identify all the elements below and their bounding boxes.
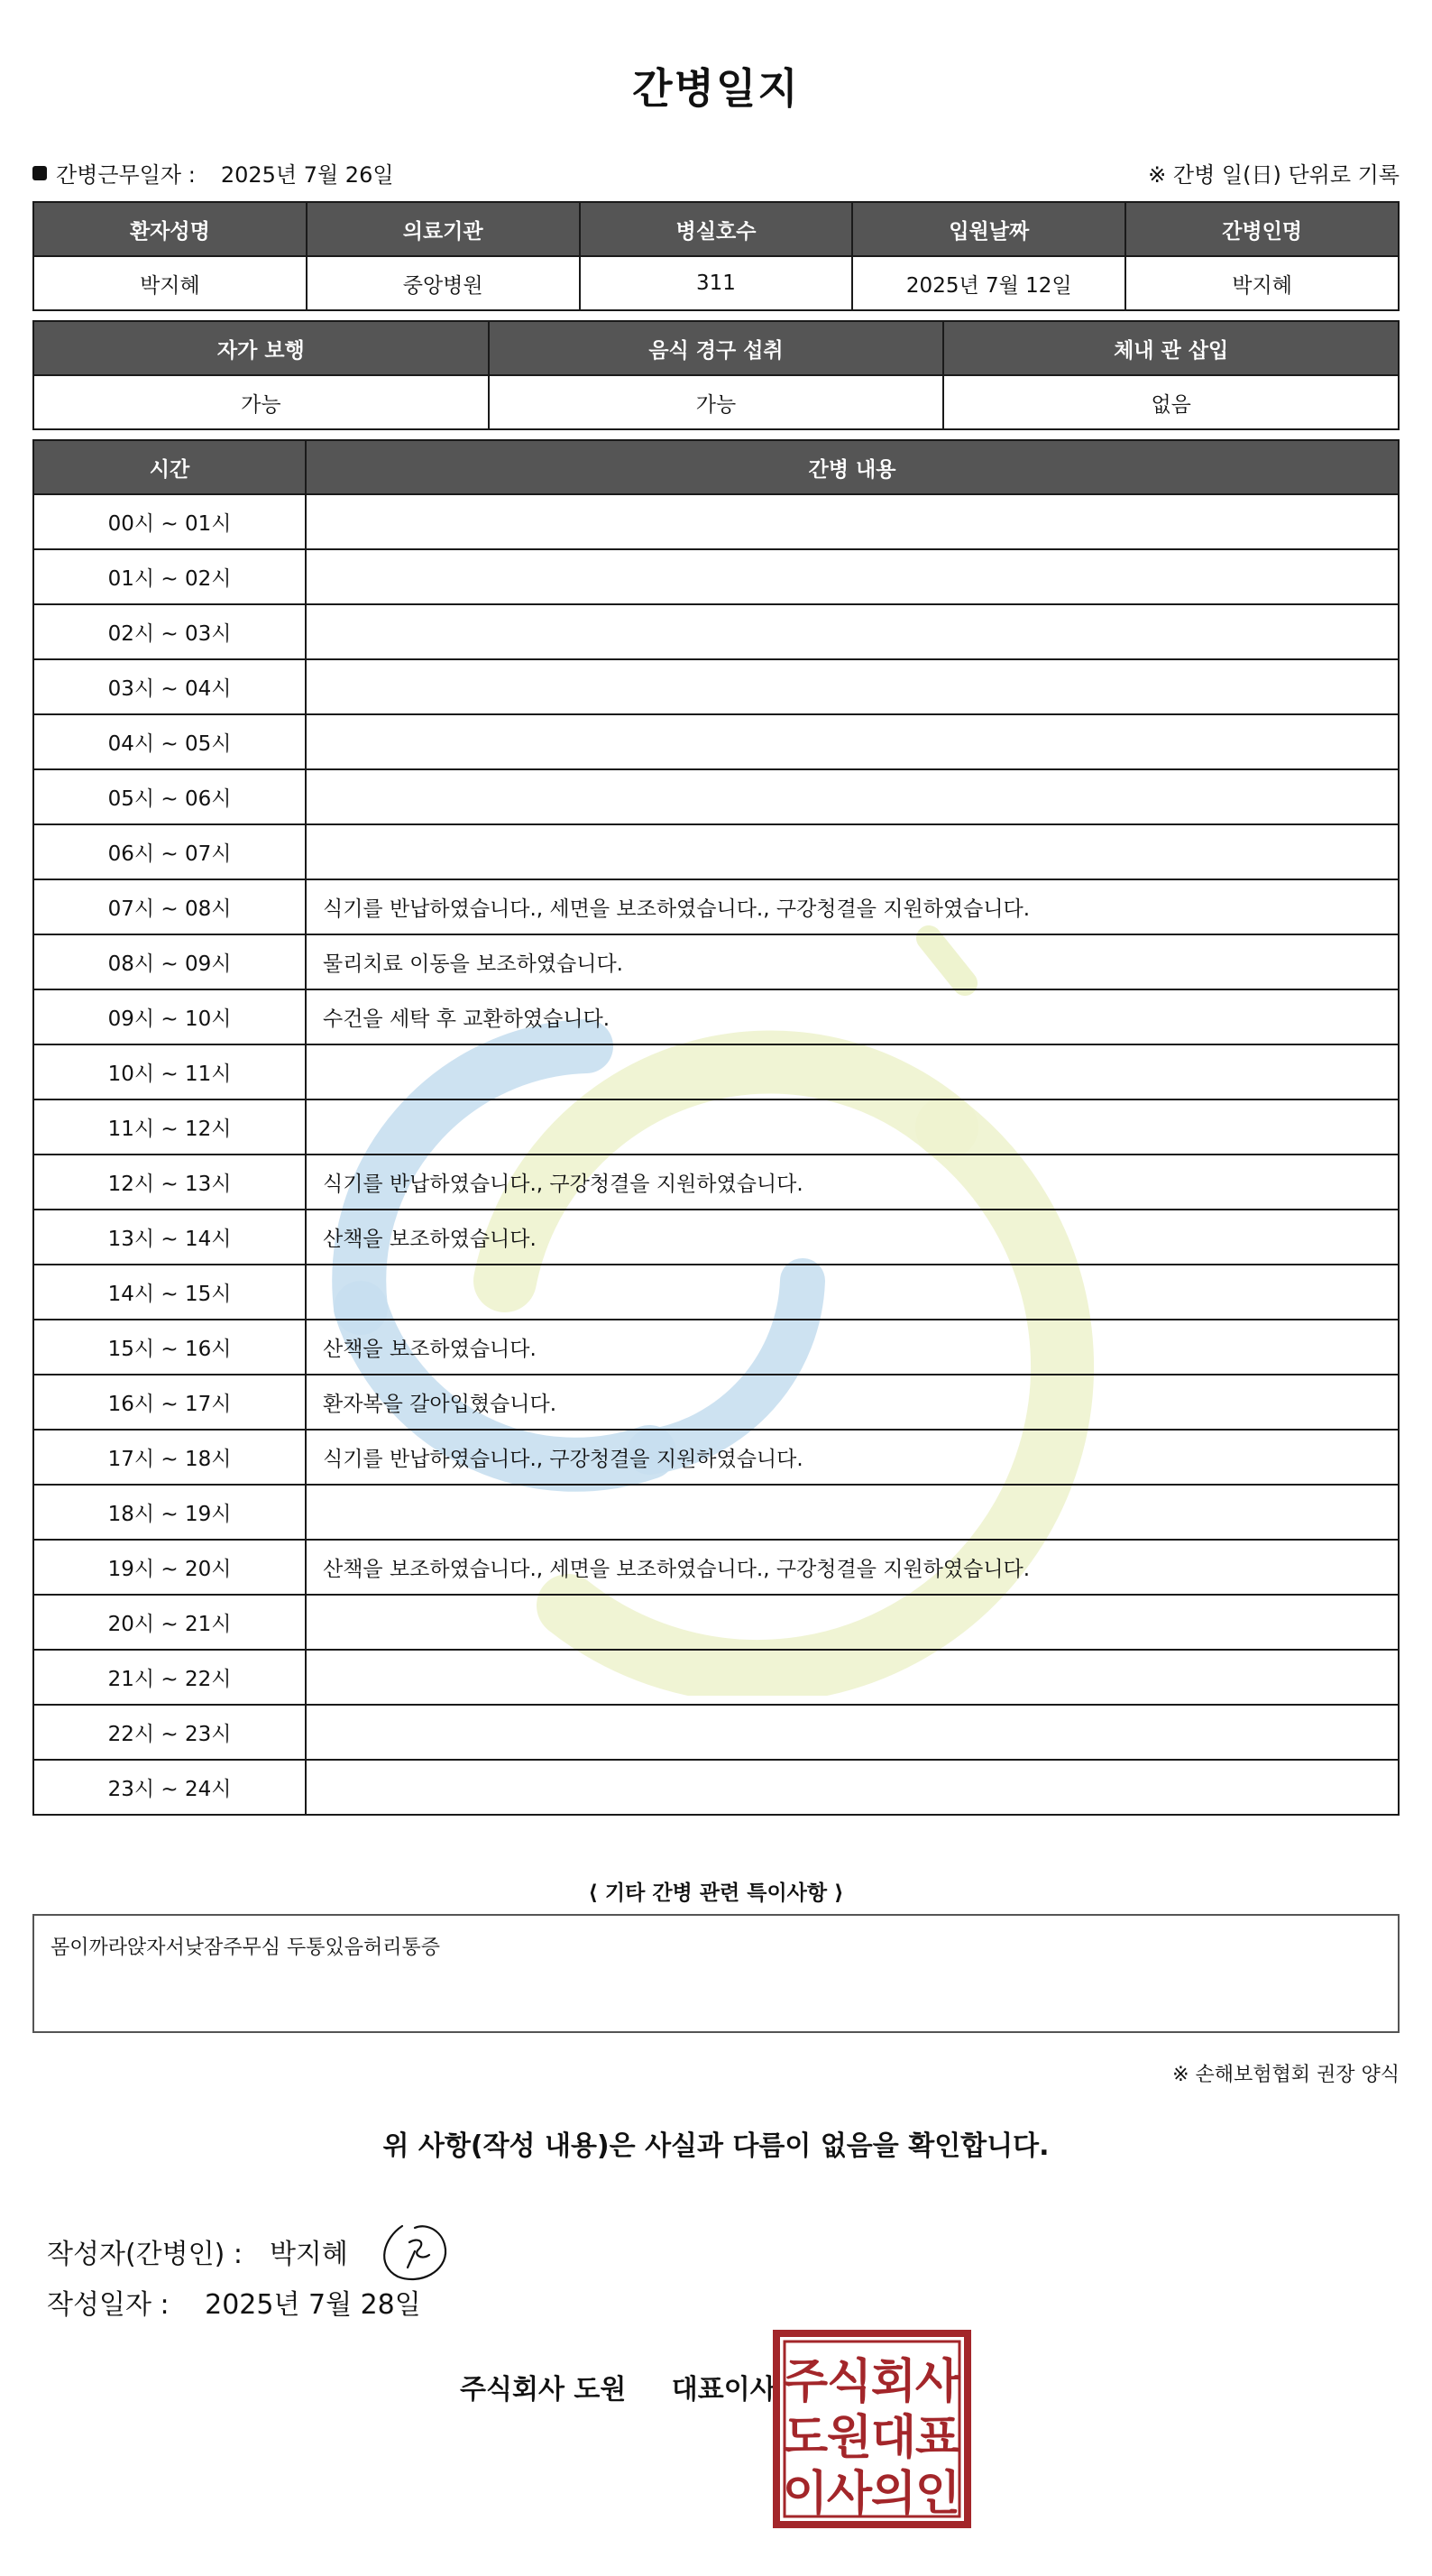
writer-label: 작성자(간병인) : [47,2239,243,2270]
log-content [306,1265,1399,1320]
seal-char: 의 [870,2467,917,2521]
log-content: 물리치료 이동을 보조하였습니다. [306,934,1399,989]
log-content [306,1044,1399,1099]
log-time: 02시 ~ 03시 [33,604,306,659]
patient-name: 박지혜 [33,256,307,310]
confirm-statement: 위 사항(작성 내용)은 사실과 다름이 없음을 확인합니다. [382,2130,1050,2162]
log-content: 식기를 반납하였습니다., 구강청결을 지원하였습니다. [306,1155,1399,1210]
log-time: 23시 ~ 24시 [33,1760,306,1815]
header-time: 시간 [33,440,306,494]
log-row [33,989,1399,1044]
record-note: ※ 간병 일(日) 단위로 기록 [1148,162,1400,188]
log-time: 18시 ~ 19시 [33,1485,306,1540]
log-row [33,1375,1399,1430]
company-name: 주식회사 도원 [460,2374,627,2406]
log-content [306,1485,1399,1540]
log-row [33,1485,1399,1540]
log-time: 03시 ~ 04시 [33,659,306,714]
self-walking-value: 가능 [33,375,489,429]
admission-date: 2025년 7월 12일 [852,256,1125,310]
log-row [33,1540,1399,1595]
log-content [306,494,1399,549]
seal-char: 주 [782,2355,829,2409]
header-tube-insertion: 체내 관 삽입 [943,321,1399,375]
patient-status-table [32,320,1400,430]
log-row [33,1650,1399,1705]
log-row [33,1265,1399,1320]
log-row [33,934,1399,989]
log-content [306,1760,1399,1815]
log-time: 19시 ~ 20시 [33,1540,306,1595]
log-content: 식기를 반납하였습니다., 구강청결을 지원하였습니다. [306,1430,1399,1485]
work-date-label: 간병근무일자 : [56,162,196,188]
caregiver-name: 박지혜 [1125,256,1399,310]
log-content: 산책을 보조하였습니다. [306,1320,1399,1375]
log-time: 06시 ~ 07시 [33,824,306,879]
log-row [33,1595,1399,1650]
seal-char: 원 [826,2411,873,2465]
log-content [306,1650,1399,1705]
room-number: 311 [580,256,853,310]
log-time: 09시 ~ 10시 [33,989,306,1044]
log-row [33,604,1399,659]
log-row [33,1430,1399,1485]
tube-insertion-value: 없음 [943,375,1399,429]
care-log-body [33,494,1399,1815]
log-time: 17시 ~ 18시 [33,1430,306,1485]
notes-title: ⟨ 기타 간병 관련 특이사항 ⟩ [588,1881,844,1905]
log-content [306,549,1399,604]
log-row [33,1760,1399,1815]
written-date-line [47,2282,421,2322]
recommend-note: ※ 손해보험협회 권장 양식 [1172,2064,1400,2086]
header-self-walking: 자가 보행 [33,321,489,375]
log-row [33,549,1399,604]
page-title: 간병일지 [632,64,800,113]
log-row [33,1705,1399,1760]
log-time: 04시 ~ 05시 [33,714,306,769]
written-label: 작성일자 : [47,2289,170,2321]
header-hospital: 의료기관 [307,202,580,256]
log-time: 00시 ~ 01시 [33,494,306,549]
writer-line [47,2215,456,2287]
written-date: 2025년 7월 28일 [205,2289,421,2321]
log-time: 20시 ~ 21시 [33,1595,306,1650]
log-time: 08시 ~ 09시 [33,934,306,989]
notes-box [32,1914,1400,2033]
log-time: 01시 ~ 02시 [33,549,306,604]
oral-intake-value: 가능 [489,375,944,429]
log-time: 10시 ~ 11시 [33,1044,306,1099]
header-room: 병실호수 [580,202,853,256]
log-row [33,1320,1399,1375]
hospital-name: 중앙병원 [307,256,580,310]
log-row [33,659,1399,714]
work-date-value: 2025년 7월 26일 [220,162,394,188]
header-patient-name: 환자성명 [33,202,307,256]
log-time: 16시 ~ 17시 [33,1375,306,1430]
log-row [33,714,1399,769]
meta-row [32,157,1400,189]
log-row [33,879,1399,934]
log-row [33,1044,1399,1099]
signature [375,2215,456,2287]
log-content: 식기를 반납하였습니다., 세면을 보조하였습니다., 구강청결을 지원하였습니다. [306,879,1399,934]
log-time: 14시 ~ 15시 [33,1265,306,1320]
header-oral-intake: 음식 경구 섭취 [489,321,944,375]
log-row [33,1210,1399,1265]
log-content [306,659,1399,714]
company-line [460,2367,776,2406]
log-time: 13시 ~ 14시 [33,1210,306,1265]
company-seal [772,2329,972,2529]
log-row [33,1155,1399,1210]
seal-char: 이 [782,2467,829,2521]
header-admission-date: 입원날짜 [852,202,1125,256]
seal-char: 대 [870,2411,917,2465]
log-content [306,824,1399,879]
seal-char: 회 [870,2355,917,2409]
company-title: 대표이사 [671,2374,776,2406]
log-time: 11시 ~ 12시 [33,1099,306,1155]
header-caregiver-name: 간병인명 [1125,202,1399,256]
log-row [33,494,1399,549]
log-content [306,1595,1399,1650]
seal-char: 식 [826,2355,873,2409]
log-time: 07시 ~ 08시 [33,879,306,934]
log-time: 22시 ~ 23시 [33,1705,306,1760]
seal-char: 사 [914,2355,961,2409]
log-time: 05시 ~ 06시 [33,769,306,824]
log-content [306,1099,1399,1155]
log-content: 산책을 보조하였습니다. [306,1210,1399,1265]
log-content: 수건을 세탁 후 교환하였습니다. [306,989,1399,1044]
patient-info-table [32,201,1400,311]
header-care-content: 간병 내용 [306,440,1399,494]
log-content: 환자복을 갈아입혔습니다. [306,1375,1399,1430]
log-content: 산책을 보조하였습니다., 세면을 보조하였습니다., 구강청결을 지원하였습니다. [306,1540,1399,1595]
seal-char: 인 [914,2467,961,2521]
seal-char: 사 [826,2467,873,2521]
seal-char: 도 [782,2411,829,2465]
work-date [32,157,394,189]
log-row [33,824,1399,879]
notes-text: 몸이까라앉자서낮잠주무심 두통있음허리통증 [50,1937,441,1959]
log-row [33,769,1399,824]
writer-name: 박지혜 [269,2239,348,2270]
log-content [306,604,1399,659]
log-time: 21시 ~ 22시 [33,1650,306,1705]
seal-char: 표 [914,2411,961,2465]
care-log-table [32,439,1400,1816]
log-content [306,714,1399,769]
bullet-icon [32,166,47,180]
log-content [306,769,1399,824]
log-time: 15시 ~ 16시 [33,1320,306,1375]
log-row [33,1099,1399,1155]
log-time: 12시 ~ 13시 [33,1155,306,1210]
log-content [306,1705,1399,1760]
